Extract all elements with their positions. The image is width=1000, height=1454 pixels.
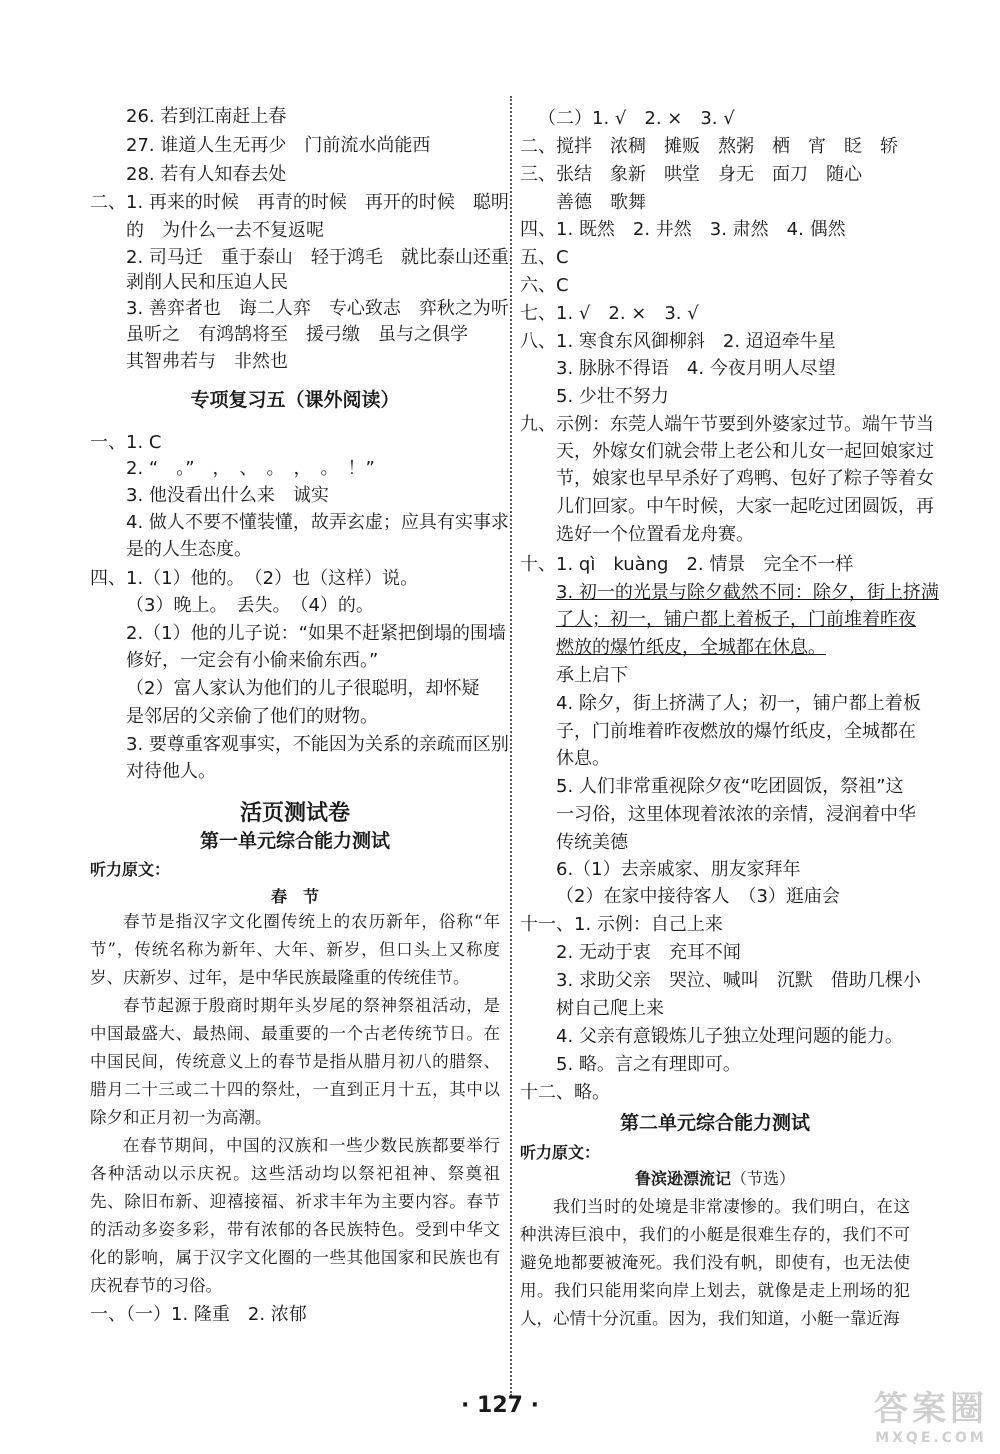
- answer-line: 一习俗，这里体现着浓浓的亲情，浸润着中华: [556, 804, 916, 825]
- answer-line: （3）晚上。 丢失。 （4）的。: [126, 595, 374, 616]
- passage-paragraph: 春节起源于殷商时期年头岁尾的祭神祭祖活动，是中国最盛大、最热闹、最重要的一个古老传统节日。在中国民间，传统意义上的春节是指从腊月初八的腊祭、腊月二十三或二十四的祭灶，一直到正月十五，其中以除夕和正月初一为高潮。: [90, 996, 500, 1127]
- watermark-text: 答案圈: [874, 1389, 988, 1429]
- answer-line: 2. 无动于衷 充耳不闻: [556, 942, 741, 963]
- answer-line: 27. 谁道人生无再少 门前流水尚能西: [126, 135, 431, 156]
- answer-line: 剥削人民和压迫人民: [126, 272, 288, 293]
- listening-passage: [90, 908, 500, 1300]
- answer-line: 2. “ 。” ， 、 。 ， 。 ！”: [126, 458, 375, 479]
- passage-paragraph: 我们当时的处境是非常凄惨的。我们明白，在这种洪涛巨浪中，我们的小艇是很难生存的，我们不可避免地都要被淹死。我们没有帆，即使有，也无法使用。我们只能用桨向岸上划去，就像是走上刑场的犯人，心情十分沉重。因为，我们知道，小艇一靠近海: [520, 1197, 910, 1328]
- answer-line: 善德 歌舞: [556, 192, 646, 213]
- answer-line: 传统美德: [556, 832, 628, 853]
- passage-title: [520, 1166, 910, 1189]
- listening-passage: [520, 1193, 910, 1333]
- watermark-url: MXQE.COM: [875, 1430, 987, 1446]
- answer-line: 其智弗若与 非然也: [126, 351, 288, 372]
- column-divider: [510, 96, 512, 1396]
- answer-line: （二）1. √ 2. × 3. √: [538, 108, 735, 129]
- answer-line: 虽听之 有鸿鹄将至 援弓缴 虽与之俱学: [126, 324, 468, 345]
- underlined-answer-line: 3. 初一的光景与除夕截然不同：除夕，街上挤满: [556, 582, 939, 603]
- answer-line: 28. 若有人知春去处: [126, 164, 287, 185]
- answer-line: 十二、略。: [520, 1082, 610, 1103]
- answer-line: 节，娘家也早早杀好了鸡鸭、包好了粽子等着女: [556, 468, 934, 489]
- section-title: 专项复习五（课外阅读）: [190, 389, 400, 411]
- answer-line: 休息。: [556, 748, 610, 769]
- passage-paragraph: 在春节期间，中国的汉族和一些少数民族都要举行各种活动以示庆祝。这些活动均以祭祀祖神、祭奠祖先、除旧布新、迎禧接福、祈求丰年为主要内容。春节的活动多姿多彩，带有浓郁的各民族特色。受到中华文化的影响，属于汉字文化圈的一些其他国家和民族也有庆祝春节的习俗。: [90, 1136, 500, 1295]
- unit-title: 第一单元综合能力测试: [199, 830, 390, 852]
- answer-line: 选好一个位置看龙舟赛。: [556, 524, 754, 545]
- listening-label: 听力原文：: [520, 1143, 601, 1162]
- passage-paragraph: 春节是指汉字文化圈传统上的农历新年，俗称“年节”，传统名称为新年、大年、新岁，但口头上又称度岁、庆新岁、过年，是中华民族最隆重的传统佳节。: [90, 912, 500, 987]
- answer-line: 2. 司马迁 重于泰山 轻于鸿毛 就比泰山还重: [126, 247, 509, 268]
- test-title: 活页测试卷: [239, 801, 350, 826]
- answer-line: 一、（一）1. 隆重 2. 浓郁: [90, 1304, 307, 1325]
- answer-line: 2.（1）他的儿子说：“如果不赶紧把倒塌的围墙: [126, 623, 506, 644]
- answer-line: （2）富人家认为他们的儿子很聪明，却怀疑: [126, 678, 480, 699]
- answer-line: 树自己爬上来: [556, 998, 664, 1019]
- answer-line: 26. 若到江南赶上春: [126, 106, 287, 127]
- answer-line: （2）在家中接待客人 （3）逛庙会: [556, 886, 840, 907]
- answer-line: 6.（1）去亲戚家、朋友家拜年: [556, 859, 801, 880]
- passage-title-text: 鲁滨逊漂流记: [634, 1169, 731, 1188]
- answer-line: 3. 他没看出什么来 诚实: [126, 485, 329, 506]
- answer-line: 六、C: [520, 275, 569, 296]
- answer-line: 九、示例：东莞人端午节要到外婆家过节。端午节当: [520, 414, 934, 435]
- answer-line: 十、1. qì kuàng 2. 情景 完全不一样: [520, 554, 854, 575]
- answer-line: 儿们回家。中午时候，大家一起吃过团圆饭，再: [556, 496, 934, 517]
- answer-line: 4. 做人不要不懂装懂，故弄玄虚；应具有实事求: [126, 512, 509, 533]
- answer-line: 四、1.（1）他的。 （2）也（这样）说。: [90, 568, 419, 589]
- answer-line: 四、1. 既然 2. 井然 3. 肃然 4. 偶然: [520, 219, 846, 240]
- answer-line: 5. 略。言之有理即可。: [556, 1054, 741, 1075]
- answer-line: 3. 脉脉不得语 4. 今夜月明人尽望: [556, 358, 836, 379]
- answer-line: 二、1. 再来的时候 再青的时候 再开的时候 聪明: [90, 192, 509, 213]
- answer-line: 4. 除夕，街上挤满了人；初一，铺户都上着板: [556, 693, 921, 714]
- answer-line: 4. 父亲有意锻炼儿子独立处理问题的能力。: [556, 1026, 903, 1047]
- answer-line: 二、搅拌 浓稠 摊贩 熬粥 栖 宵 眨 轿: [520, 136, 898, 157]
- watermark-logo: [874, 1381, 988, 1446]
- page-number: · 127 ·: [461, 1393, 539, 1418]
- answer-line: 八、1. 寒食东风御柳斜 2. 迢迢牵牛星: [520, 331, 836, 352]
- answer-line: 修好，一定会有小偷来偷东西。”: [126, 650, 379, 671]
- listening-label: 听力原文：: [90, 860, 171, 879]
- answer-line: 是邻居的父亲偷了他们的财物。: [126, 706, 378, 727]
- answer-line: 七、1. √ 2. × 3. √: [520, 303, 699, 324]
- answer-line: 十一、1. 示例：自己上来: [520, 914, 723, 935]
- answer-line: 对待他人。: [126, 761, 216, 782]
- answer-line: 3. 求助父亲 哭泣、喊叫 沉默 借助几棵小: [556, 970, 921, 991]
- answer-line: 一、1. C: [90, 432, 162, 453]
- answer-line: 五、C: [520, 247, 569, 268]
- underlined-answer-line: 了人；初一，铺户都上着板子，门前堆着昨夜: [556, 609, 916, 630]
- answer-line: 5. 少壮不努力: [556, 386, 669, 407]
- answer-line: 承上启下: [556, 665, 628, 686]
- answer-line: 5. 人们非常重视除夕夜“吃团圆饭，祭祖”这: [556, 776, 904, 797]
- answer-line: 的 为什么一去不复返呢: [126, 220, 324, 241]
- unit-title: 第二单元综合能力测试: [619, 1112, 810, 1134]
- passage-title-note: （节选）: [731, 1169, 796, 1188]
- answer-line: 3. 要尊重客观事实，不能因为关系的亲疏而区别: [126, 734, 509, 755]
- answer-line: 3. 善弈者也 诲二人弈 专心致志 弈秋之为听: [126, 298, 509, 319]
- underlined-answer-line: 燃放的爆竹纸皮，全城都在休息。: [556, 637, 826, 658]
- answer-line: 三、张结 象新 哄堂 身无 面刀 随心: [520, 164, 862, 185]
- answer-line: 子，门前堆着昨夜燃放的爆竹纸皮，全城都在: [556, 721, 916, 742]
- passage-title: 春 节: [270, 887, 319, 906]
- answer-line: 天，外嫁女们就会带上老公和儿女一起回娘家过: [556, 441, 934, 462]
- answer-line: 是的人生态度。: [126, 539, 252, 560]
